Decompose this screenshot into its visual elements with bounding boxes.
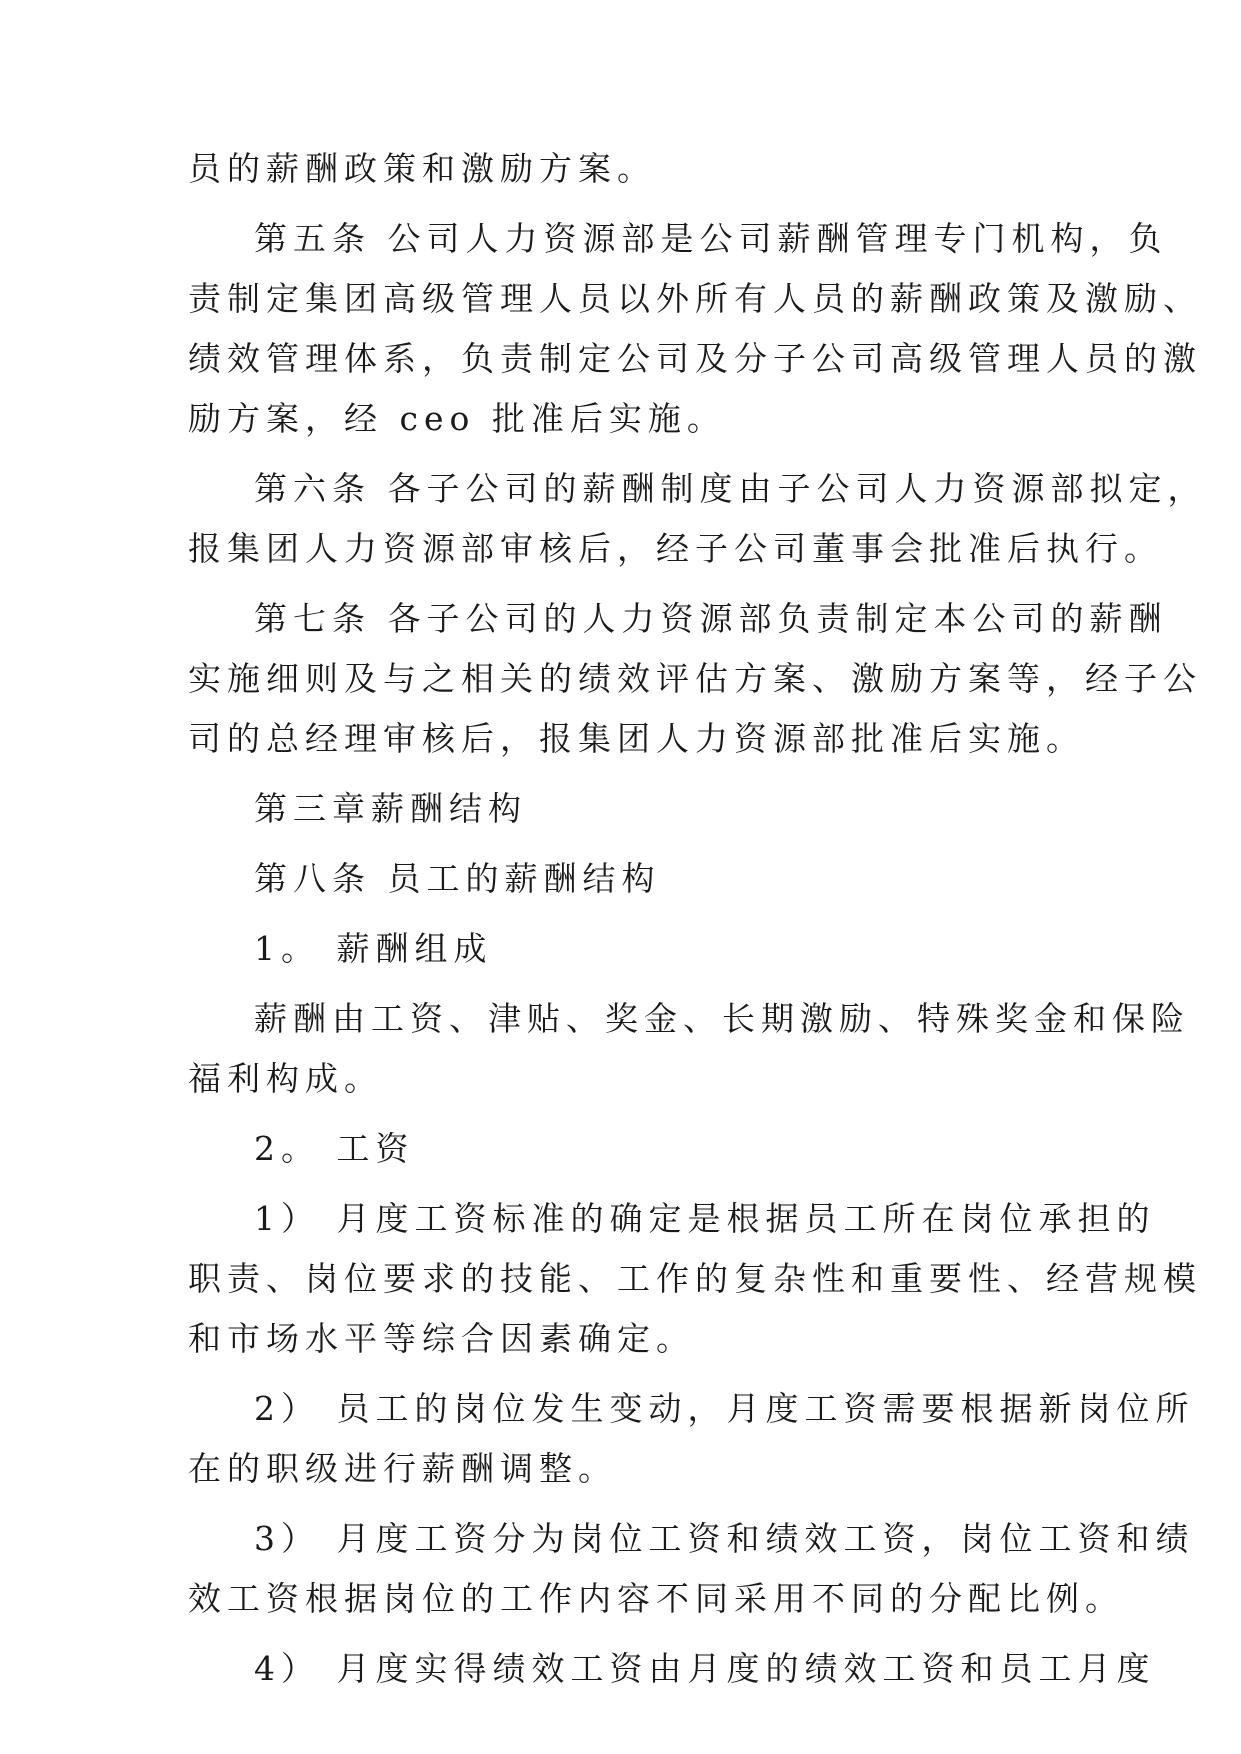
text-line: 绩效管理体系，负责制定公司及分子公司高级管理人员的激 [188, 339, 1202, 378]
text-line: 实施细则及与之相关的绩效评估方案、激励方案等，经子公 [188, 659, 1202, 698]
text-line: 第七条 各子公司的人力资源部负责制定本公司的薪酬 [254, 599, 1168, 638]
text-line: 责制定集团高级管理人员以外所有人员的薪酬政策及激励、 [188, 279, 1202, 318]
text-line: 效工资根据岗位的工作内容不同采用不同的分配比例。 [188, 1579, 1124, 1618]
text-line: 员的薪酬政策和激励方案。 [188, 149, 656, 188]
text-line: 薪酬由工资、津贴、奖金、长期激励、特殊奖金和保险 [254, 999, 1190, 1038]
chapter-heading: 第三章薪酬结构 [254, 789, 527, 828]
text-line: 励方案，经 ceo 批准后实施。 [188, 399, 726, 438]
text-line: 第五条 公司人力资源部是公司薪酬管理专门机构，负 [254, 219, 1168, 258]
text-line: 1。 薪酬组成 [254, 929, 493, 968]
text-line: 在的职级进行薪酬调整。 [188, 1449, 617, 1488]
text-line: 2。 工资 [254, 1129, 415, 1168]
text-line: 2） 员工的岗位发生变动，月度工资需要根据新岗位所 [254, 1389, 1195, 1428]
text-line: 职责、岗位要求的技能、工作的复杂性和重要性、经营规模 [188, 1259, 1202, 1298]
text-line: 第六条 各子公司的薪酬制度由子公司人力资源部拟定， [254, 469, 1207, 508]
text-line: 司的总经理审核后，报集团人力资源部批准后实施。 [188, 719, 1085, 758]
text-line: 1） 月度工资标准的确定是根据员工所在岗位承担的 [254, 1199, 1156, 1238]
text-line: 第八条 员工的薪酬结构 [254, 859, 661, 898]
text-line: 和市场水平等综合因素确定。 [188, 1319, 695, 1358]
text-line: 3） 月度工资分为岗位工资和绩效工资，岗位工资和绩 [254, 1519, 1195, 1558]
text-line: 福利构成。 [188, 1059, 383, 1098]
text-line: 4） 月度实得绩效工资由月度的绩效工资和员工月度 [254, 1649, 1156, 1688]
text-line: 报集团人力资源部审核后，经子公司董事会批准后执行。 [188, 529, 1163, 568]
